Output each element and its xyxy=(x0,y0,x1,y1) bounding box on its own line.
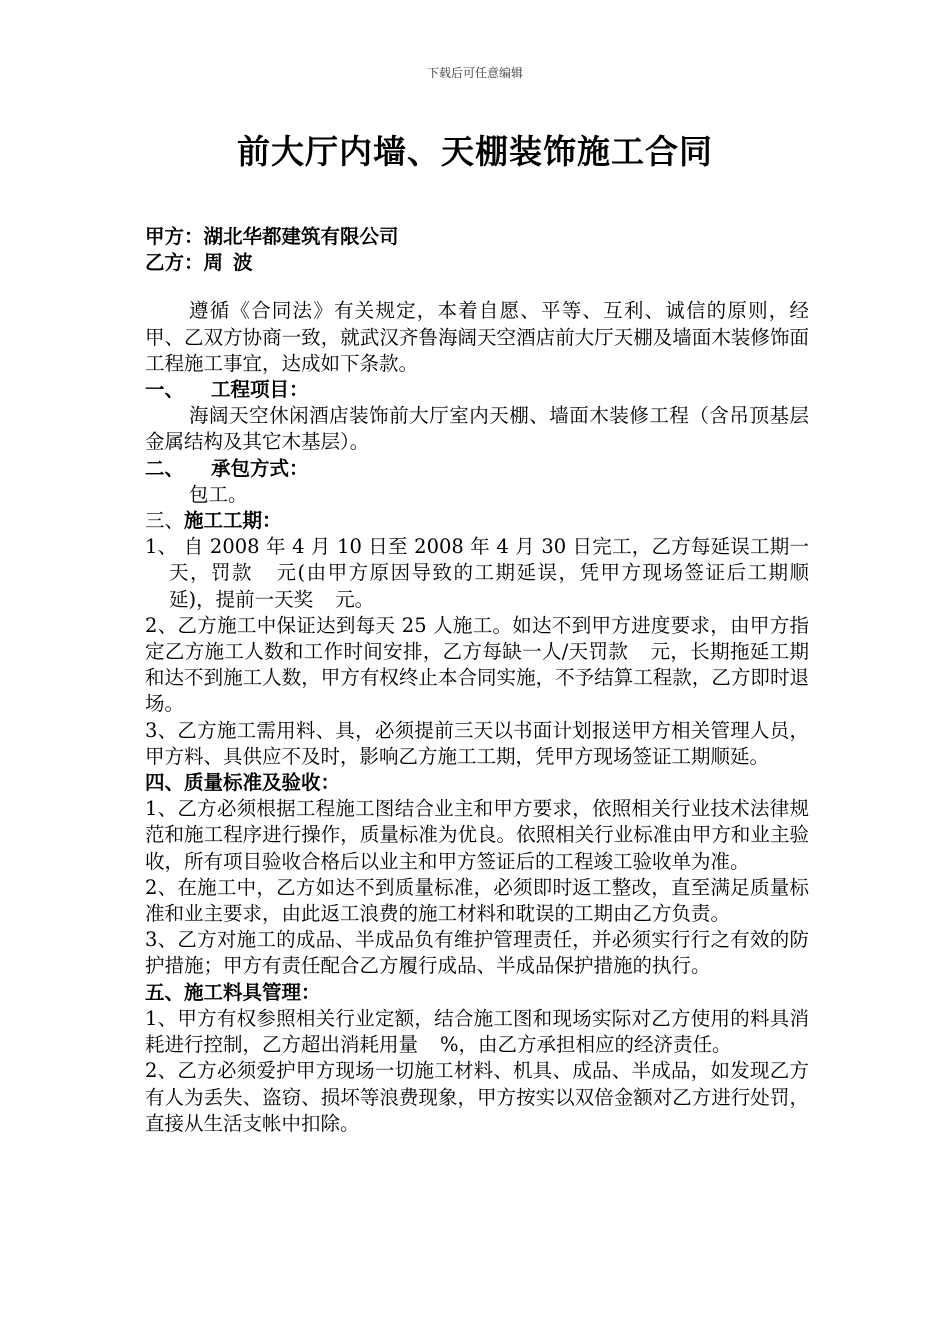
document-body xyxy=(145,224,809,1137)
party-a-line xyxy=(145,224,809,250)
document-title: 前大厅内墙、天棚装饰施工合同 xyxy=(237,132,713,171)
section-3-item-1-text-c: 元。 xyxy=(335,587,375,611)
header-watermark: 下载后可任意编辑 xyxy=(426,66,523,80)
party-b-name-2: 波 xyxy=(233,251,253,275)
party-a-label: 甲方： xyxy=(145,225,204,248)
intro-paragraph: 遵循《合同法》有关规定，本着自愿、平等、互利、诚信的原则，经甲、乙双方协商一致，就武汉齐鲁海阔天空酒店前大厅天棚及墙面木装修饰面工程施工事宜，达成如下条款。 xyxy=(145,299,809,375)
section-1-title: 工程项目： xyxy=(211,378,309,402)
section-5-heading: 五、施工料具管理： xyxy=(145,980,321,1004)
section-4-item-2: 2、在施工中，乙方如达不到质量标准，必须即时返工整改，直至满足质量标准和业主要求，由此返工浪费的施工材料和耽误的工期由乙方负责。 xyxy=(145,875,809,926)
section-5-item-1-text-a: 1、甲方有权参照相关行业定额，结合施工图和现场实际对乙方使用的料具消耗进行控制，乙方超出消耗用量 xyxy=(145,1006,809,1057)
section-1-heading xyxy=(145,377,809,403)
section-5-item-1 xyxy=(145,1006,809,1058)
section-5-item-1-text-b: %，由乙方承担相应的经济责任。 xyxy=(440,1033,732,1057)
section-3-item-2 xyxy=(145,613,809,718)
section-3-item-1-text-a: 1、 自 2008 年 4 月 10 日至 2008 年 4 月 30 日完工，乙方每延误工期一天，罚款 xyxy=(145,535,809,585)
section-3-item-2-text-b: 元，长期拖延工期和达不到施工人数，甲方有权终止本合同实施，不予结算工程款，乙方即时退场。 xyxy=(145,640,809,716)
section-2-number: 二、 xyxy=(145,456,185,480)
section-3-item-3: 3、乙方施工需用料、具，必须提前三天以书面计划报送甲方相关管理人员，甲方料、具供应不及时，影响乙方施工工期，凭甲方现场签证工期顺延。 xyxy=(145,718,809,768)
section-2-heading xyxy=(145,456,809,482)
section-5-item-2: 2、乙方必须爱护甲方现场一切施工材料、机具、成品、半成品，如发现乙方有人为丢失、盗窃、损坏等浪费现象，甲方按实以双倍金额对乙方进行处罚，直接从生活支帐中扣除。 xyxy=(145,1059,809,1135)
section-3-item-1-text-b: 元(由甲方原因导致的工期延误，凭甲方现场签证后工期顺延)，提前一天奖 xyxy=(169,561,809,611)
section-1-text: 海阔天空休闲酒店装饰前大厅室内天棚、墙面木装修工程（含吊顶基层金属结构及其它木基层）。 xyxy=(145,404,809,454)
section-3-heading xyxy=(145,508,809,534)
section-3-item-1 xyxy=(145,534,809,613)
section-4-item-3: 3、乙方对施工的成品、半成品负有维护管理责任，并必须实行行之有效的防护措施；甲方有责任配合乙方履行成品、半成品保护措施的执行。 xyxy=(145,928,809,978)
section-4-heading: 四、质量标准及验收： xyxy=(145,771,341,795)
section-3-number: 三、 xyxy=(145,509,185,533)
section-2-text: 包工。 xyxy=(189,482,248,506)
party-a-name: 湖北华都建筑有限公司 xyxy=(203,225,399,248)
party-b-line xyxy=(145,250,809,276)
party-b-label: 乙方： xyxy=(145,251,204,275)
party-b-name-1: 周 xyxy=(203,251,224,275)
section-1-number: 一、 xyxy=(145,378,185,402)
section-3-title: 施工工期： xyxy=(184,509,282,533)
section-4-item-1: 1、乙方必须根据工程施工图结合业主和甲方要求，依照相关行业技术法律规范和施工程序进行操作，质量标准为优良。依照相关行业标准由甲方和业主验收，所有项目验收合格后以业主和甲方签证后的工程竣工验收单为准。 xyxy=(145,797,809,873)
section-3-item-2-text-a: 2、乙方施工中保证达到每天 25 人施工。如达不到甲方进度要求，由甲方指定乙方施工人数和工作时间安排，乙方每缺一人/天罚款 xyxy=(145,613,809,664)
section-2-title: 承包方式： xyxy=(211,456,309,480)
